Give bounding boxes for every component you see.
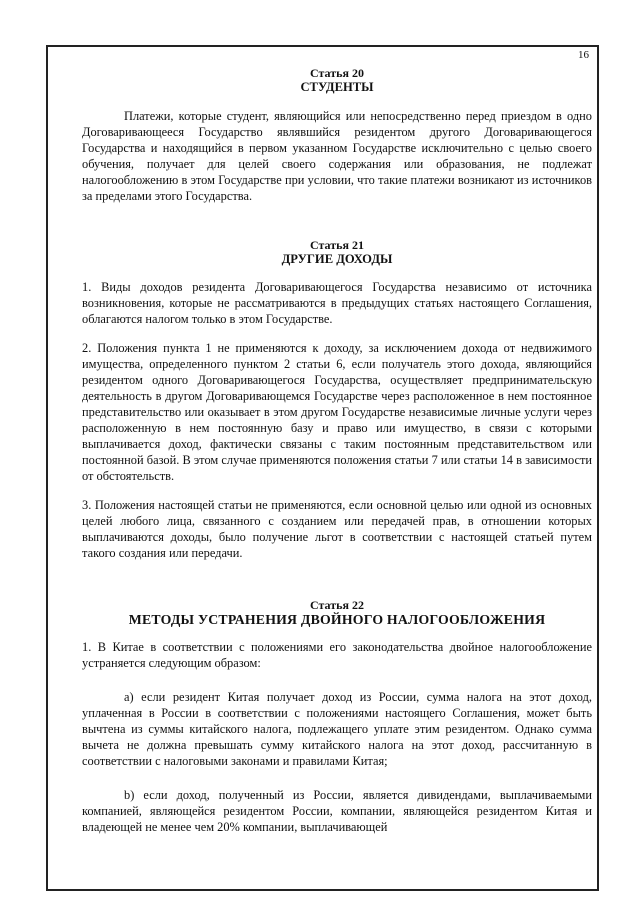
article-20 [82,66,592,204]
article-title: СТУДЕНТЫ [300,80,374,94]
article-paragraph: 3. Положения настоящей статьи не применяются, если основной целью или одной из основных целей любого лица, связанного с созданием или передачей прав, в отношении которых выплачиваются доходы, было получение льгот в соответствии с настоящей статьей путем такого создания или передачи. [82,498,592,560]
article-21 [82,238,592,561]
article-title: ДРУГИЕ ДОХОДЫ [281,252,393,266]
article-subparagraph: b) если доход, полученный из России, является дивидендами, выплачиваемыми компанией, являющейся резидентом России, компании, являющейся резидентом Китая и владеющей не менее чем 20% компании, выплачивающей [82,788,592,834]
article-paragraph: 1. В Китае в соответствии с положениями его законодательства двойное налогообложение устраняется следующим образом: [82,640,592,670]
page-number: 16 [578,49,589,61]
article-number: Статья 22 [310,598,364,612]
article-number: Статья 20 [310,66,364,80]
article-title: МЕТОДЫ УСТРАНЕНИЯ ДВОЙНОГО НАЛОГООБЛОЖЕНИЯ [128,612,546,627]
document-body [82,66,592,835]
article-paragraph: 1. Виды доходов резидента Договаривающегося Государства независимо от источника возникновения, которые не рассматриваются в предыдущих статьях настоящего Соглашения, облагаются налогом только в этом Государстве. [82,280,592,326]
article-subparagraph: a) если резидент Китая получает доход из России, сумма налога на этот доход, уплаченная в России в соответствии с положениями настоящего Соглашения, может быть вычтена из суммы китайского налога, подлежащего уплате этим резидентом. Однако сумма вычета не должна превышать сумму китайского налога на этот доход, рассчитанную в соответствии с налоговыми законами и правилами Китая; [82,690,592,768]
article-22 [82,598,592,835]
article-paragraph: 2. Положения пункта 1 не применяются к доходу, за исключением дохода от недвижимого имущества, определенного пунктом 2 статьи 6, если получатель этого дохода, являющийся резидентом одного Договаривающегося Государства, осуществляет предпринимательскую деятельность в другом Договаривающемся Государстве через расположенное в нем постоянное представительство или оказывает в этом другом Государстве независимые личные услуги через расположенную в нем постоянную базу и право или имущество, в связи с которыми выплачивается доход, фактически связаны с таким постоянным представительством или постоянной базой. В этом случае применяются положения статьи 7 или статьи 14 в зависимости от обстоятельств. [82,341,592,483]
article-paragraph: Платежи, которые студент, являющийся или непосредственно перед приездом в одно Договаривающееся Государство являвшийся резидентом другого Договаривающегося Государства и находящийся в первом указанном Государстве исключительно с целью своего обучения, получает для целей своего содержания или образования, не подлежат налогообложению в этом Государстве при условии, что такие платежи возникают из источников за пределами этого Государства. [82,109,592,203]
article-number: Статья 21 [310,238,364,252]
